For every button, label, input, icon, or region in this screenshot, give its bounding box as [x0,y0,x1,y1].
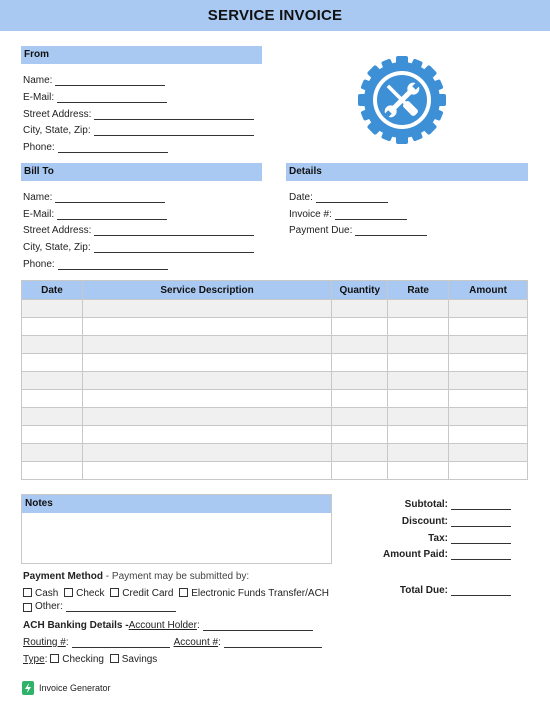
notes-box[interactable] [21,494,332,564]
routing-label: Routing # [23,637,66,648]
eft-ach-checkbox[interactable] [179,588,188,597]
subtotal-field[interactable] [405,497,511,510]
invoice-generator-logo-icon [22,681,34,695]
cell-amount[interactable] [449,444,528,462]
cell-amount[interactable] [449,318,528,336]
account-label: Account # [173,637,219,648]
from-phone-label: Phone: [23,142,55,153]
from-email-label: E-Mail: [23,92,55,103]
cell-description[interactable] [82,462,331,480]
cell-amount[interactable] [449,336,528,354]
cell-date[interactable] [22,354,83,372]
routing-line[interactable] [72,637,170,648]
ach-holder-field[interactable]: ACH Banking Details - Account Holder : [23,620,313,631]
brand-name: Invoice Generator [39,683,111,693]
cell-amount[interactable] [449,354,528,372]
table-row [22,318,528,336]
details-payment-due-line[interactable] [355,225,427,236]
service-items-table [21,280,528,480]
bill-street-label: Street Address: [23,225,92,236]
tax-line[interactable] [451,533,511,544]
cell-quantity[interactable] [332,336,388,354]
table-row [22,408,528,426]
cell-rate[interactable] [388,372,449,390]
check-checkbox[interactable] [64,588,73,597]
bill-street-line[interactable] [94,225,254,236]
ach-heading: ACH Banking Details - [23,620,129,631]
cell-date[interactable] [22,300,83,318]
checking-checkbox[interactable] [50,654,59,663]
bill-email-label: E-Mail: [23,209,55,220]
cell-date[interactable] [22,444,83,462]
cell-amount[interactable] [449,426,528,444]
type-label: Type [23,654,45,665]
account-line[interactable] [224,637,322,648]
from-city-line[interactable] [94,125,254,136]
cell-rate[interactable] [388,462,449,480]
bill-email-field[interactable] [23,207,167,220]
cell-description[interactable] [82,300,331,318]
details-payment-due-label: Payment Due: [289,225,353,236]
bill-city-field[interactable] [23,240,254,253]
table-row [22,354,528,372]
col-header-description: Service Description [82,281,331,300]
ach-routing-account-field[interactable]: Routing # : Account # : [23,637,322,648]
cell-amount[interactable] [449,390,528,408]
table-row [22,372,528,390]
cell-amount[interactable] [449,462,528,480]
cell-rate[interactable] [388,336,449,354]
cell-rate[interactable] [388,444,449,462]
from-name-line[interactable] [55,75,165,86]
savings-checkbox[interactable] [110,654,119,663]
col-header-amount: Amount [449,281,528,300]
cell-quantity[interactable] [332,462,388,480]
cell-description[interactable] [82,444,331,462]
from-email-field[interactable] [23,90,167,103]
cell-date[interactable] [22,426,83,444]
cell-date[interactable] [22,318,83,336]
other-label: Other: [35,601,63,612]
from-name-field[interactable] [23,73,165,86]
payment-other-field[interactable] [23,601,176,612]
total-due-label: Total Due: [399,585,448,596]
credit-card-label: Credit Card [122,588,174,599]
bill-phone-line[interactable] [58,259,168,270]
cell-description[interactable] [82,390,331,408]
table-body [22,300,528,480]
account-holder-line[interactable] [203,620,313,631]
table-header-row [22,281,528,300]
cell-date[interactable] [22,336,83,354]
subtotal-line[interactable] [451,499,511,510]
from-phone-line[interactable] [58,142,168,153]
from-street-line[interactable] [94,109,254,120]
payment-method-line [23,571,249,582]
from-city-field[interactable] [23,123,254,136]
cell-quantity[interactable] [332,354,388,372]
cell-description[interactable] [82,336,331,354]
details-heading: Details [286,163,528,181]
ach-type-field: Type: Checking Savings [23,654,158,665]
cell-rate[interactable] [388,300,449,318]
payment-options [23,588,329,599]
details-date-label: Date: [289,192,313,203]
col-header-date: Date [22,281,83,300]
cell-amount[interactable] [449,408,528,426]
discount-label: Discount: [401,516,448,527]
table-row [22,336,528,354]
from-name-label: Name: [23,75,53,86]
footer-brand [22,681,111,695]
from-heading: From [21,46,262,64]
col-header-rate: Rate [388,281,449,300]
cell-quantity[interactable] [332,300,388,318]
discount-field[interactable] [402,514,511,527]
cell-rate[interactable] [388,390,449,408]
table-row [22,462,528,480]
payment-method-heading: Payment Method [23,571,104,582]
col-header-quantity: Quantity [332,281,388,300]
bill-to-heading: Bill To [21,163,262,181]
amount-paid-line[interactable] [451,549,511,560]
cell-quantity[interactable] [332,318,388,336]
notes-heading: Notes [22,495,331,513]
cell-description[interactable] [82,372,331,390]
cell-description[interactable] [82,426,331,444]
cell-description[interactable] [82,408,331,426]
bill-street-field[interactable] [23,223,254,236]
from-email-line[interactable] [57,92,167,103]
cash-label: Cash [35,588,59,599]
check-label: Check [76,588,105,599]
cash-checkbox[interactable] [23,588,32,597]
eft-ach-label: Electronic Funds Transfer/ACH [191,588,330,599]
from-street-field[interactable] [23,107,254,120]
invoice-title: SERVICE INVOICE [207,7,343,24]
tax-label: Tax: [428,533,448,544]
details-invoice-label: Invoice #: [289,209,332,220]
bill-name-label: Name: [23,192,53,203]
total-due-line[interactable] [451,585,511,596]
details-invoice-field[interactable] [289,207,407,220]
cell-description[interactable] [82,354,331,372]
bill-name-line[interactable] [55,192,165,203]
other-line[interactable] [66,601,176,612]
details-invoice-line[interactable] [335,209,407,220]
cell-quantity[interactable] [332,426,388,444]
cell-quantity[interactable] [332,408,388,426]
cell-rate[interactable] [388,408,449,426]
discount-line[interactable] [451,516,511,527]
bill-city-label: City, State, Zip: [23,242,91,253]
payment-method-subtext: - Payment may be submitted by: [103,571,250,582]
subtotal-label: Subtotal: [404,499,448,510]
cell-amount[interactable] [449,372,528,390]
bill-name-field[interactable] [23,190,165,203]
bill-phone-label: Phone: [23,259,55,270]
table-row [22,300,528,318]
table-row [22,390,528,408]
cell-rate[interactable] [388,318,449,336]
cell-description[interactable] [82,318,331,336]
amount-paid-field[interactable] [383,547,511,560]
checking-label: Checking [62,654,104,665]
details-date-field[interactable] [289,190,388,203]
details-date-line[interactable] [316,192,388,203]
cell-rate[interactable] [388,426,449,444]
gear-wrench-icon [356,54,448,146]
cell-date[interactable] [22,390,83,408]
from-city-label: City, State, Zip: [23,125,91,136]
other-checkbox[interactable] [23,603,32,612]
cell-quantity[interactable] [332,444,388,462]
cell-rate[interactable] [388,354,449,372]
cell-date[interactable] [22,408,83,426]
tax-field[interactable] [428,531,511,544]
title-bar [0,0,550,31]
savings-label: Savings [121,654,158,665]
bill-city-line[interactable] [94,242,254,253]
table-row [22,426,528,444]
table-row [22,444,528,462]
cell-quantity[interactable] [332,372,388,390]
cell-amount[interactable] [449,300,528,318]
account-holder-label: Account Holder [128,620,197,631]
credit-card-checkbox[interactable] [110,588,119,597]
amount-paid-label: Amount Paid: [383,549,448,560]
cell-date[interactable] [22,372,83,390]
bill-email-line[interactable] [57,209,167,220]
from-street-label: Street Address: [23,109,92,120]
from-phone-field[interactable] [23,140,168,153]
details-payment-due-field[interactable] [289,223,427,236]
bill-phone-field[interactable] [23,257,168,270]
total-due-field[interactable] [400,583,511,596]
cell-date[interactable] [22,462,83,480]
cell-quantity[interactable] [332,390,388,408]
